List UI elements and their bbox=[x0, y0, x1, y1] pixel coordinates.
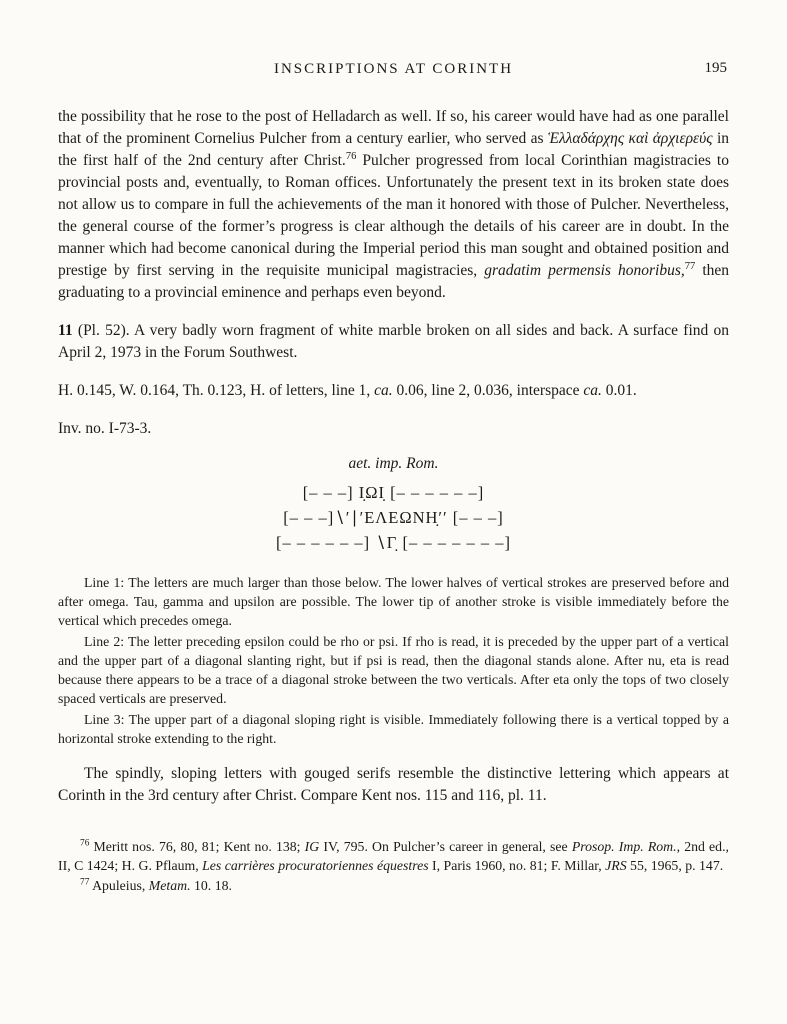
commentary-line-2: Line 2: The letter preceding epsilon could be rho or psi. If rho is read, it is preceded by the upper part of a vertical and the upper part of a diagonal slanting right, but if psi is read, then the diagonal stands alone. After nu, eta is read because there appears to be a trace of a diagonal stroke between the two verticals. After eta only the tops of two closely spaced verticals are preserved. bbox=[58, 634, 729, 706]
inscription-date-label: aet. imp. Rom. bbox=[348, 455, 439, 472]
inscription-text bbox=[58, 480, 729, 555]
running-title: INSCRIPTIONS AT CORINTH bbox=[273, 61, 514, 77]
paragraph-helladarch-career: the possibility that he rose to the post of Helladarch as well. If so, his career would have had as one parallel that of the prominent Cornelius Pulcher from a century earlier, who served as Ἑλλαδάρχης καὶ ἀρχιερεύς in the first half of the 2nd century after Christ.$^{76}$ Pulcher progressed from local Corinthian magistracies to provincial posts and, eventually, to Roman offices. Unfortunately the present text in its broken state does not allow us to compare in full the achievements of the man it honored with those of Pulcher. Nevertheless, the general course of the former’s progress is clear although the details of his career are in doubt. In the manner which had become canonical during the Imperial period this man sought and obtained position and prestige by first serving in the requisite municipal magistracies, gradatim permensis honoribus,$^{77}$ then graduating to a provincial eminence and perhaps even beyond. bbox=[58, 108, 730, 301]
footnote-76: $^{76}$ Meritt nos. 76, 80, 81; Kent no. 138; IG IV, 795. On Pulcher’s career in general, see Prosop. Imp. Rom., 2nd ed., II, C 1424; H. G. Pflaum, Les carrières procuratoriennes équestres I, Paris 1960, no. 81; F. Millar, JRS 55, 1965, p. 147. bbox=[58, 838, 729, 873]
measurements-paragraph: H. 0.145, W. 0.164, Th. 0.123, H. of letters, line 1, ca. 0.06, line 2, 0.036, interspace ca. 0.01. bbox=[58, 382, 637, 399]
inscription-line-2: [– – –]∖ʹ∣ʹΕΛΕΩΝΗ̣ʹʹ [– – –] bbox=[283, 508, 504, 527]
inscription-line-1: [– – –] Ι̣ΩΙ̣ [– – – – – –] bbox=[302, 483, 485, 502]
catalog-entry-11: 11 (Pl. 52). A very badly worn fragment of white marble broken on all sides and back. A surface find on April 2, 1973 in the Forum Southwest. bbox=[58, 322, 729, 361]
footnote-77: $^{77}$ Apuleius, Metam. 10. 18. bbox=[80, 877, 232, 893]
epigraphic-commentary bbox=[58, 573, 729, 748]
inventory-number: Inv. no. I-73-3. bbox=[58, 420, 152, 437]
paragraph-lettering-date: The spindly, sloping letters with gouged serifs resemble the distinctive lettering which appears at Corinth in the 3rd century after Christ. Compare Kent nos. 115 and 116, pl. 11. bbox=[58, 765, 729, 804]
page-number: 195 bbox=[704, 60, 727, 76]
commentary-line-1: Line 1: The letters are much larger than those below. The lower halves of vertical strokes are preserved before and after omega. Tau, gamma and upsilon are possible. The lower tip of another stroke is visible immediately before the vertical which precedes omega. bbox=[58, 575, 729, 628]
footnotes bbox=[58, 837, 729, 895]
commentary-line-3: Line 3: The upper part of a diagonal sloping right is visible. Immediately following there is a vertical topped by a horizontal stroke extending to the right. bbox=[58, 712, 729, 746]
page-header bbox=[58, 60, 729, 80]
inscription-line-3: [– – – – – –] ∖Γ̣ [– – – – – – –] bbox=[276, 533, 511, 552]
